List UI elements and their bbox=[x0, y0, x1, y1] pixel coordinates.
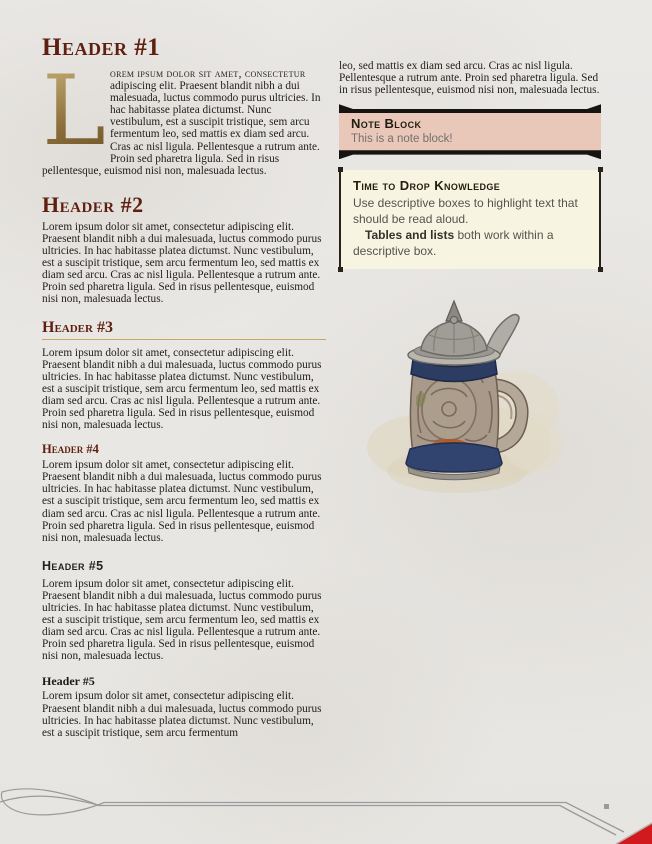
section-heading-3: Header #3 bbox=[42, 319, 326, 340]
footer-rule-lower bbox=[98, 806, 616, 836]
corner-red-triangle bbox=[616, 823, 652, 844]
descriptive-box-bold-lead: Tables and lists bbox=[365, 228, 455, 243]
footer-decoration bbox=[0, 786, 652, 844]
drop-cap-letter: L bbox=[42, 55, 106, 167]
section-heading-5-bold: Header #5 bbox=[42, 674, 95, 689]
corner-dot bbox=[338, 267, 343, 272]
corner-dot bbox=[598, 267, 603, 272]
note-block-title: Note Block bbox=[351, 116, 422, 132]
section-heading-4: Header #4 bbox=[42, 442, 99, 457]
beer-stein-image bbox=[347, 295, 579, 499]
paragraph-text: Lorem ipsum dolor sit amet, consectetur adipiscing elit. Praesent blandit nibh a dui malesuada, luctus commodo purus ultricies. In hac habitasse platea dictumst. Nunc vestibulum, est a suscipit tristique, sem arcu fermentum leo, sed mattis ex diam sed arcu. Cras ac nisl ligula. Pellentesque a rutrum ante. Proin sed pharetra ligula. Sed in risus pellentesque, euismod nisi non, malesuada lectus. bbox=[42, 577, 322, 663]
right-column bbox=[339, 60, 601, 504]
descriptive-box bbox=[339, 170, 601, 269]
footer-square-dot bbox=[604, 804, 609, 809]
paragraph-text-truncated: Lorem ipsum dolor sit amet, consectetur adipiscing elit. Praesent blandit nibh a dui malesuada, luctus commodo purus ultricies. In hac habitasse platea dictumst. Nunc vestibulum, est a suscipit tristique, sem arcu fermentum bbox=[42, 690, 322, 739]
left-column bbox=[42, 34, 326, 739]
paragraph-text: adipiscing elit. Praesent blandit nibh a dui malesuada, luctus commodo purus ultricies. In hac habitasse platea dictumst. Nunc vestibulum, est a suscipit tristique, sem arcu fermentum leo, sed mattis ex diam sed arcu. Cras ac nisl ligula. Pellentesque a rutrum ante. Proin sed pharetra ligula. Sed in risus pellentesque, euismod nisi non, malesuada lectus. bbox=[42, 80, 321, 177]
footer-leaf-flourish bbox=[1, 789, 98, 815]
paragraph-text: Lorem ipsum dolor sit amet, consectetur adipiscing elit. Praesent blandit nibh a dui malesuada, luctus commodo purus ultricies. In hac habitasse platea dictumst. Nunc vestibulum, est a suscipit tristique, sem arcu fermentum leo, sed mattis ex diam sed arcu. Cras ac nisl ligula. Pellentesque a rutrum ante. Proin sed pharetra ligula. Sed in risus pellentesque, euismod nisi non, malesuada lectus. bbox=[42, 459, 322, 544]
descriptive-box-line2-rest: both work within a descriptive box. bbox=[353, 228, 554, 259]
continuation-paragraph: leo, sed mattis ex diam sed arcu. Cras ac nisl ligula. Pellentesque a rutrum ante. Proin sed pharetra ligula. Sed in risus pellentesque, euismod nisi non, malesuada lectus. bbox=[339, 60, 600, 97]
footer-rule-upper bbox=[98, 803, 624, 833]
stein-illustration bbox=[347, 295, 601, 504]
corner-dot bbox=[598, 167, 603, 172]
descriptive-box-line2 bbox=[353, 227, 587, 259]
descriptive-box-line1: Use descriptive boxes to highlight text that should be read aloud. bbox=[353, 196, 578, 227]
note-block-body: This is a note block! bbox=[351, 133, 453, 146]
paragraph-with-dropcap bbox=[42, 55, 326, 177]
note-block bbox=[339, 109, 601, 154]
section-heading-2: Header #2 bbox=[42, 191, 144, 217]
corner-dot bbox=[338, 167, 343, 172]
section-heading-1: Header #1 bbox=[42, 34, 161, 61]
section-heading-5: Header #5 bbox=[42, 558, 104, 573]
lead-small-caps-text: orem ipsum dolor sit amet, consectetur bbox=[110, 68, 306, 80]
paragraph-text: Lorem ipsum dolor sit amet, consectetur adipiscing elit. Praesent blandit nibh a dui malesuada, luctus commodo purus ultricies. In hac habitasse platea dictumst. Nunc vestibulum, est a suscipit tristique, sem arcu fermentum leo, sed mattis ex diam sed arcu. Cras ac nisl ligula. Pellentesque a rutrum ante. Proin sed pharetra ligula. Sed in risus pellentesque, euismod nisi non, malesuada lectus. bbox=[42, 220, 322, 306]
descriptive-box-title: Time to Drop Knowledge bbox=[353, 178, 501, 194]
paragraph-text: Lorem ipsum dolor sit amet, consectetur adipiscing elit. Praesent blandit nibh a dui malesuada, luctus commodo purus ultricies. In hac habitasse platea dictumst. Nunc vestibulum, est a suscipit tristique, sem arcu fermentum leo, sed mattis ex diam sed arcu. Cras ac nisl ligula. Pellentesque a rutrum ante. Proin sed pharetra ligula. Sed in risus pellentesque, euismod nisi non, malesuada lectus. bbox=[42, 346, 322, 432]
